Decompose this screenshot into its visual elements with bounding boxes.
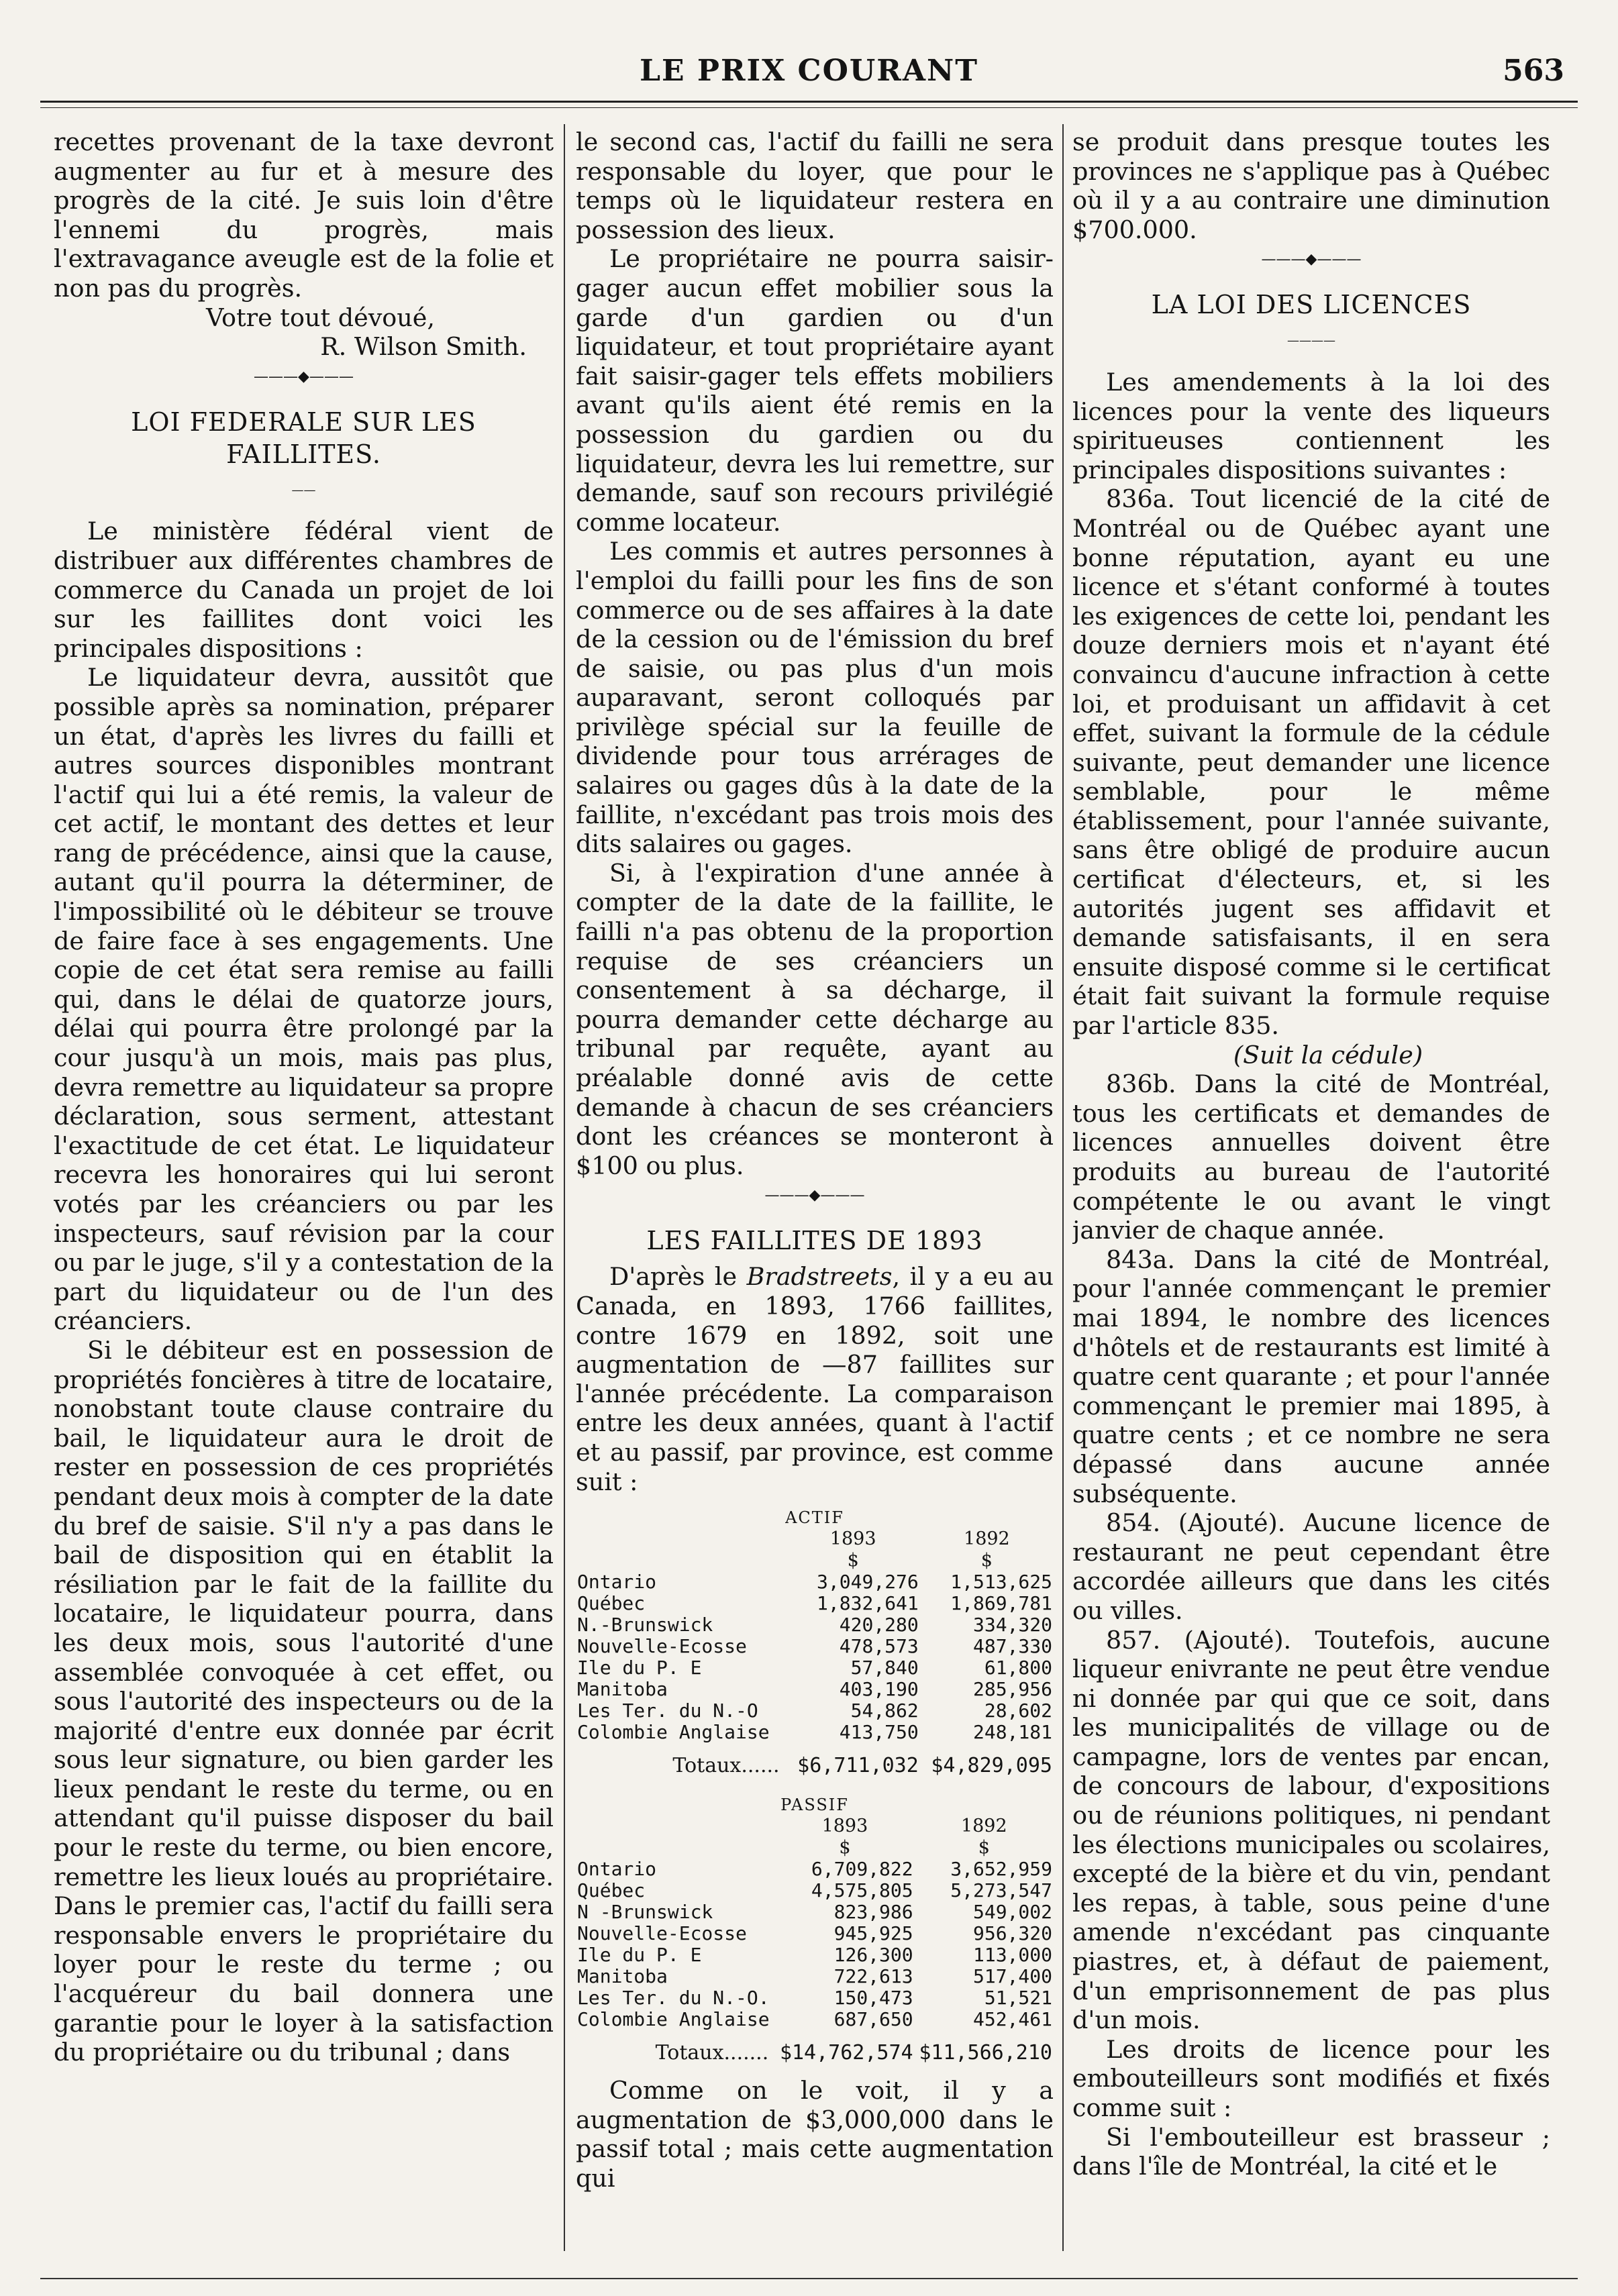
table-row	[576, 2009, 1054, 2030]
ornament-divider: ———◆———	[1261, 251, 1362, 268]
paragraph-bradstreets	[576, 1262, 1054, 1496]
total-1892: $4,829,095	[931, 1754, 1052, 1778]
totals-row	[576, 1743, 1054, 1783]
table-row	[576, 1614, 1054, 1636]
ornament-divider: ———◆———	[254, 368, 354, 385]
table-row	[576, 1987, 1054, 2009]
table-row	[576, 1657, 1054, 1679]
value-1892: 113,000	[972, 1944, 1052, 1967]
province-cell: Les Ter. du N.-O.	[577, 1987, 770, 2010]
totals-row	[576, 2030, 1054, 2071]
text-run: , il y a eu au Canada, en 1893, 1766 faillites, contre 1679 en 1892, soit une augmentation de —87 faillites sur l'année précédente. La comparaison entre les deux années, quant à l'actif et au passif, par province, est comme suit :	[576, 1262, 1054, 1496]
value-1893: 403,190	[839, 1678, 919, 1701]
paragraph: Le ministère fédéral vient de distribuer aux différentes chambres de commerce du Canada un projet de loi sur les faillites dont voici les principales dispositions :	[54, 517, 554, 663]
province-cell: Québec	[577, 1879, 646, 1902]
paragraph: Le liquidateur devra, aussitôt que possible après sa nomination, préparer un état, d'après les livres du failli et autres sources disponibles montrant l'actif qui lui a été remis, la valeur de cet actif, le montant des dettes et leur rang de précédence, ainsi que la cause, autant qu'il pourra la déterminer, de l'impossibilité où le débiteur se trouve de faire face à ses engagements. Une copie de cet état sera remise au failli qui, dans le délai de quatorze jours, délai qui pourra être prolongé par la cour jusqu'à un mois, mais pas plus, devra remettre au liquidateur sa propre déclaration, sous serment, attestant l'exactitude de cet état. Le liquidateur recevra les honoraires qui lui seront votés par les créanciers ou par les inspecteurs, sauf révision par la cour ou par le juge, s'il y a contestation de la part du liquidateur ou de l'un des créanciers.	[54, 663, 554, 1336]
table-row	[576, 1722, 1054, 1743]
totals-label: Totaux.......	[655, 2041, 769, 2065]
total-1893: $6,711,032	[797, 1754, 919, 1778]
value-1893: 57,840	[850, 1657, 919, 1679]
passif-table-wrap	[576, 1790, 1054, 2071]
table-caption: ACTIF	[785, 1508, 844, 1528]
province-cell: Manitoba	[577, 1678, 668, 1701]
paragraph-836b: 836b. Dans la cité de Montréal, tous les certificats et demandes de licences annuelles doivent être produits au bureau de l'autorité compétente le ou avant le vingt janvier de chaque année.	[1072, 1069, 1550, 1245]
header-cell-blank	[576, 1816, 775, 1837]
province-cell: Ile du P. E	[577, 1944, 702, 1967]
continued-paragraph: se produit dans presque toutes les provinces ne s'applique pas à Québec où il y a au contraire une diminution $700.000.	[1072, 127, 1550, 244]
table-row	[576, 1944, 1054, 1966]
value-1892: 3,652,959	[950, 1858, 1052, 1881]
table-row	[576, 1593, 1054, 1614]
running-head	[40, 47, 1578, 94]
passif-table	[576, 1790, 1054, 2071]
table-row	[576, 1966, 1054, 1987]
table-row	[576, 1679, 1054, 1700]
currency-marker: $	[839, 1837, 851, 1859]
header-rule-thin	[40, 107, 1578, 108]
value-1893: 687,650	[833, 2008, 913, 2031]
paragraph-843a: 843a. Dans la cité de Montréal, pour l'année commençant le premier mai 1894, le nombre des licences d'hôtels et de restaurants est limité à quatre cent quarante ; et pour l'année commençant le premier mai 1895, à quatre cents ; et ce nombre ne sera dépassé dans aucune année subséquente.	[1072, 1245, 1550, 1508]
paragraph: Si, à l'expiration d'une année à compter de la date de la faillite, le failli n'a pas obtenu de la proportion requise de ses créanciers un consentement à sa décharge, il pourra demander cette décharge au tribunal par requête, ayant au préalable donné avis de cette demande à chacun de ses créanciers dont les créances se monteront à $100 ou plus.	[576, 858, 1054, 1180]
province-cell: Manitoba	[577, 1965, 668, 1988]
province-cell: N -Brunswick	[577, 1901, 713, 1924]
table-row	[576, 1700, 1054, 1722]
header-cell-blank	[576, 1550, 787, 1571]
value-1893: 413,750	[839, 1721, 919, 1744]
short-divider: ——	[291, 482, 316, 497]
text-run: D'après le	[609, 1262, 747, 1292]
continued-paragraph: le second cas, l'actif du failli ne sera responsable du loyer, que pour le temps où le liquidateur restera en possession des lieux.	[576, 127, 1054, 244]
value-1893: 945,925	[833, 1922, 913, 1945]
value-1893: 722,613	[833, 1965, 913, 1988]
value-1893: 150,473	[833, 1987, 913, 2010]
actif-table	[576, 1503, 1054, 1783]
paragraph-857: 857. (Ajouté). Toutefois, aucune liqueur enivrante ne peut être vendue ni donnée par qui que ce soit, dans les municipalités de village ou de campagne, lors de ventes par encan, de concours de labour, d'expositions ou de réunions politiques, ni pendant les élections municipales ou scolaires, excepté de la bière et du vin, pendant les repas, à table, sous peine d'une amende n'excédant pas cinquante piastres, et, à défaut de paiement, d'un emprisonnement de pas plus d'un mois.	[1072, 1625, 1550, 2035]
publication-title: LE PRIX COURANT	[640, 54, 978, 88]
page-number: 563	[1503, 54, 1564, 88]
table-row	[576, 1901, 1054, 1923]
value-1892: 28,602	[984, 1700, 1052, 1722]
schedule-note: (Suit la cédule)	[1233, 1040, 1423, 1069]
province-cell: Ontario	[577, 1858, 657, 1881]
currency-marker: $	[980, 1550, 993, 1571]
section-heading-faillites-1893: LES FAILLITES DE 1893	[646, 1226, 983, 1256]
year-header: 1893	[821, 1816, 868, 1837]
value-1892: 248,181	[972, 1721, 1052, 1744]
year-header: 1892	[964, 1528, 1010, 1550]
province-cell: Ile du P. E	[577, 1657, 702, 1679]
currency-marker: $	[847, 1550, 859, 1571]
header-rule	[40, 101, 1578, 103]
province-cell: N.-Brunswick	[577, 1614, 713, 1636]
value-1892: 51,521	[984, 1987, 1052, 2010]
value-1892: 1,869,781	[950, 1592, 1052, 1615]
column-2	[576, 127, 1054, 2261]
paragraph-854: 854. (Ajouté). Aucune licence de restaurant ne peut cependant être accordée ailleurs que dans les cités ou villes.	[1072, 1508, 1550, 1625]
paragraph-836a: 836a. Tout licencié de la cité de Montréal ou de Québec ayant une bonne réputation, ayant eu une licence et s'étant conformé à toutes les exigences de cette loi, pendant les douze derniers mois et n'ayant été convaincu d'aucune infraction à cette loi, et produisant un affidavit à cet effet, suivant la formule de la cédule suivante, peut demander une licence semblable, pour le même établissement, pour l'année suivante, sans être obligé de produire aucun certificat d'électeurs, et, si les autorités jugent ses affidavit et demande satisfaisants, il en sera ensuite disposé comme si le certificat était fait suivant la formule requise par l'article 835.	[1072, 484, 1550, 1041]
letter-closing: Votre tout dévoué,	[206, 303, 435, 332]
province-cell: Les Ter. du N.-O	[577, 1700, 758, 1722]
currency-marker: $	[978, 1837, 990, 1859]
actif-table-wrap	[576, 1503, 1054, 1783]
province-cell: Québec	[577, 1592, 646, 1615]
column-3	[1072, 127, 1550, 2261]
section-heading-licences: LA LOI DES LICENCES	[1151, 290, 1472, 320]
paragraph: Les droits de licence pour les embouteilleurs sont modifiés et fixés comme suit :	[1072, 2034, 1550, 2122]
letter-signature: R. Wilson Smith.	[320, 332, 527, 362]
paragraph: Comme on le voit, il y a augmentation de $3,000,000 dans le passif total ; mais cette augmentation qui	[576, 2076, 1054, 2193]
province-cell: Colombie Anglaise	[577, 2008, 770, 2031]
value-1892: 334,320	[972, 1614, 1052, 1636]
value-1892: 61,800	[984, 1657, 1052, 1679]
paragraph: Si le débiteur est en possession de propriétés foncières à titre de locataire, nonobstant toute clause contraire du bail, le liquidateur aura le droit de rester en possession de ces propriétés pendant deux mois à compter de la date du bref de saisie. S'il n'y a pas dans le bail de disposition qui en établit la résiliation par le fait de la faillite du locataire, le liquidateur pourra, dans les deux mois, sous l'autorité d'une assemblée convoquée à cet effet, ou sous l'autorité des inspecteurs ou de la majorité d'entre eux donnée par écrit sous leur signature, ou bien garder les lieux pendant le reste du terme, ou en attendant qu'il puisse disposer du bail pour le reste du terme, ou bien encore, remettre les lieux loués au propriétaire. Dans le premier cas, l'actif du failli sera responsable envers le propriétaire du loyer pour le reste du terme ; ou l'acquéreur du bail donnera une garantie pour le loyer à la satisfaction du propriétaire ou du tribunal ; dans	[54, 1335, 554, 2067]
value-1892: 285,956	[972, 1678, 1052, 1701]
value-1893: 478,573	[839, 1635, 919, 1658]
header-cell-blank	[576, 1837, 775, 1859]
paragraph: Le propriétaire ne pourra saisir-gager aucun effet mobilier sous la garde d'un gardien ou d'un liquidateur, et tout propriétaire ayant fait saisir-gager tels effets mobiliers avant qu'ils aient été remis en la possession du gardien ou du liquidateur, devra les lui remettre, sur demande, sauf son recours privilégié comme locateur.	[576, 244, 1054, 537]
value-1892: 549,002	[972, 1901, 1052, 1924]
value-1893: 1,832,641	[817, 1592, 919, 1615]
value-1893: 3,049,276	[817, 1571, 919, 1594]
year-header: 1893	[829, 1528, 876, 1550]
value-1892: 487,330	[972, 1635, 1052, 1658]
province-cell: Nouvelle-Ecosse	[577, 1922, 747, 1945]
totals-label: Totaux......	[672, 1754, 780, 1778]
ornament-divider: ———◆———	[764, 1187, 865, 1204]
table-row	[576, 1923, 1054, 1944]
paragraph: Si l'embouteilleur est brasseur ; dans l'île de Montréal, la cité et le	[1072, 2122, 1550, 2181]
table-row	[576, 1880, 1054, 1901]
value-1893: 420,280	[839, 1614, 919, 1636]
header-cell-blank	[576, 1528, 787, 1550]
province-cell: Colombie Anglaise	[577, 1721, 770, 1744]
section-heading-faillites-loi: LOI FEDERALE SUR LES FAILLITES.	[131, 407, 476, 469]
table-row	[576, 1859, 1054, 1880]
column-rule-2	[1062, 124, 1064, 2251]
value-1893: 4,575,805	[811, 1879, 913, 1902]
value-1892: 1,513,625	[950, 1571, 1052, 1594]
column-1	[54, 127, 554, 2261]
province-cell: Nouvelle-Ecosse	[577, 1635, 747, 1658]
value-1892: 956,320	[972, 1922, 1052, 1945]
total-1893: $14,762,574	[779, 2041, 913, 2065]
short-divider: ————	[1287, 333, 1335, 348]
paragraph: Les commis et autres personnes à l'emploi du failli pour les fins de son commerce ou de ses affaires à la date de la cession ou de l'émission du bref de saisie, ou pas plus d'un mois auparavant, seront colloqués par privilège spécial sur la feuille de dividende pour tous arrérages de salaires ou gages dûs à la date de la faillite, n'excédant pas trois mois des dits salaires ou gages.	[576, 537, 1054, 859]
table-caption: PASSIF	[780, 1795, 849, 1815]
province-cell: Ontario	[577, 1571, 657, 1594]
value-1893: 823,986	[833, 1901, 913, 1924]
value-1892: 5,273,547	[950, 1879, 1052, 1902]
value-1892: 517,400	[972, 1965, 1052, 1988]
footer-rule	[40, 2278, 1578, 2279]
value-1893: 54,862	[850, 1700, 919, 1722]
table-row	[576, 1571, 1054, 1593]
value-1893: 6,709,822	[811, 1858, 913, 1881]
year-header: 1892	[960, 1816, 1007, 1837]
total-1892: $11,566,210	[919, 2041, 1052, 2065]
value-1893: 126,300	[833, 1944, 913, 1967]
table-row	[576, 1636, 1054, 1657]
publication-name: Bradstreets	[746, 1262, 893, 1292]
value-1892: 452,461	[972, 2008, 1052, 2031]
column-rule-1	[564, 124, 565, 2251]
continued-paragraph: recettes provenant de la taxe devront augmenter au fur et à mesure des progrès de la cité. Je suis loin d'être l'ennemi du progrès, mais l'extravagance aveugle est de la folie et non pas du progrès.	[54, 127, 554, 303]
paragraph: Les amendements à la loi des licences pour la vente des liqueurs spiritueuses contiennent les principales dispositions suivantes :	[1072, 367, 1550, 484]
